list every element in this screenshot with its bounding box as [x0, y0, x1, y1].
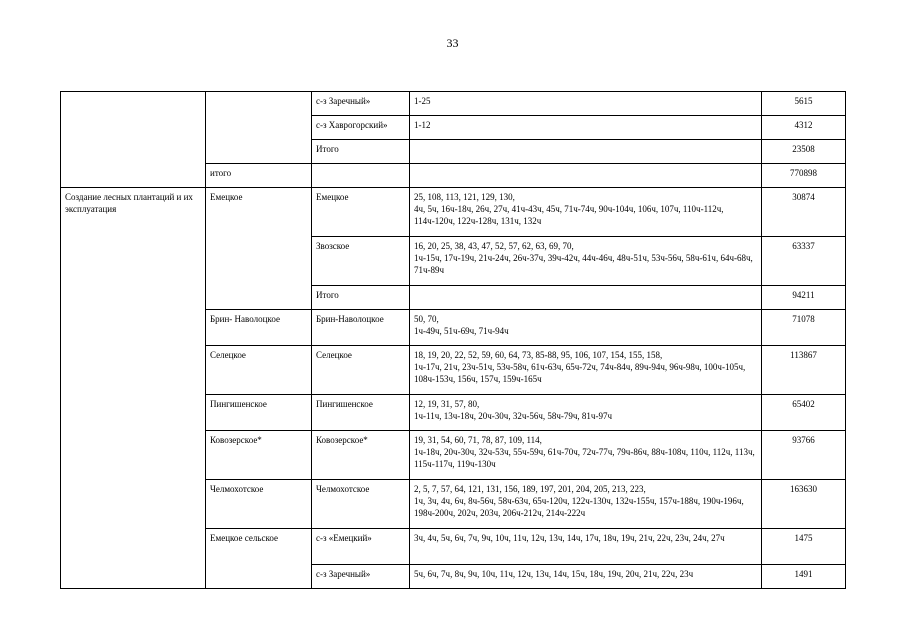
table-row	[61, 92, 846, 116]
volume-cell: 770898	[762, 164, 846, 188]
volume-cell: 65402	[762, 395, 846, 431]
volume-cell: 94211	[762, 286, 846, 310]
district-cell: Брин-Наволоцкое	[312, 310, 410, 346]
quarters-cell: 16, 20, 25, 38, 43, 47, 52, 57, 62, 63, 69, 70, 1ч-15ч, 17ч-19ч, 21ч-24ч, 26ч-37ч, 39ч-42ч, 44ч-46ч, 48ч-51ч, 53ч-56ч, 58ч-61ч, 64ч-68ч, 71ч-89ч	[410, 237, 762, 286]
volume-cell: 5615	[762, 92, 846, 116]
quarters-cell: 1-12	[410, 116, 762, 140]
forestry-cell: Челмохотское	[206, 480, 312, 529]
activity-cell	[61, 92, 206, 188]
activity-cell: Создание лесных плантаций и их эксплуатация	[61, 188, 206, 589]
volume-cell: 163630	[762, 480, 846, 529]
volume-cell: 4312	[762, 116, 846, 140]
quarters-cell: 50, 70, 1ч-49ч, 51ч-69ч, 71ч-94ч	[410, 310, 762, 346]
quarters-cell: 18, 19, 20, 22, 52, 59, 60, 64, 73, 85-88, 95, 106, 107, 154, 155, 158, 1ч-17ч, 21ч, 23ч-51ч, 53ч-58ч, 61ч-63ч, 65ч-72ч, 74ч-84ч, 89ч-94ч, 96ч-98ч, 100ч-105ч, 108ч-153ч, 156ч, 157ч, 159ч-165ч	[410, 346, 762, 395]
volume-cell: 1491	[762, 565, 846, 589]
district-cell: Итого	[312, 140, 410, 164]
volume-cell: 63337	[762, 237, 846, 286]
volume-cell: 1475	[762, 529, 846, 565]
district-cell: с-з «Емецкий»	[312, 529, 410, 565]
forestry-cell	[206, 92, 312, 164]
forestry-cell: Селецкое	[206, 346, 312, 395]
quarters-cell: 12, 19, 31, 57, 80, 1ч-11ч, 13ч-18ч, 20ч-30ч, 32ч-56ч, 58ч-79ч, 81ч-97ч	[410, 395, 762, 431]
forestry-cell: Емецкое сельское	[206, 529, 312, 589]
volume-cell: 93766	[762, 431, 846, 480]
table-row	[61, 188, 846, 237]
quarters-cell	[410, 164, 762, 188]
district-cell: с-з Заречный»	[312, 565, 410, 589]
quarters-cell	[410, 140, 762, 164]
volume-cell: 23508	[762, 140, 846, 164]
quarters-cell: 1-25	[410, 92, 762, 116]
district-cell: Емецкое	[312, 188, 410, 237]
district-cell: Звозское	[312, 237, 410, 286]
volume-cell: 71078	[762, 310, 846, 346]
allocation-table	[60, 91, 846, 589]
volume-cell: 113867	[762, 346, 846, 395]
page-number: 33	[446, 36, 459, 50]
quarters-cell: 5ч, 6ч, 7ч, 8ч, 9ч, 10ч, 11ч, 12ч, 13ч, 14ч, 15ч, 18ч, 19ч, 20ч, 21ч, 22ч, 23ч	[410, 565, 762, 589]
district-cell: с-з Хаврогорский»	[312, 116, 410, 140]
quarters-cell: 25, 108, 113, 121, 129, 130, 4ч, 5ч, 16ч-18ч, 26ч, 27ч, 41ч-43ч, 45ч, 71ч-74ч, 90ч-104ч, 106ч, 107ч, 110ч-112ч, 114ч-120ч, 122ч-128ч, 131ч, 132ч	[410, 188, 762, 237]
district-cell: Селецкое	[312, 346, 410, 395]
volume-cell: 30874	[762, 188, 846, 237]
district-cell: Челмохотское	[312, 480, 410, 529]
district-cell: Итого	[312, 286, 410, 310]
forestry-cell: Пингишенское	[206, 395, 312, 431]
quarters-cell: 3ч, 4ч, 5ч, 6ч, 7ч, 9ч, 10ч, 11ч, 12ч, 13ч, 14ч, 17ч, 18ч, 19ч, 21ч, 22ч, 23ч, 24ч, 27ч	[410, 529, 762, 565]
quarters-cell: 19, 31, 54, 60, 71, 78, 87, 109, 114, 1ч-18ч, 20ч-30ч, 32ч-53ч, 55ч-59ч, 61ч-70ч, 72ч-77ч, 79ч-86ч, 88ч-108ч, 110ч, 112ч, 113ч, 115ч-117ч, 119ч-130ч	[410, 431, 762, 480]
district-cell: с-з Заречный»	[312, 92, 410, 116]
quarters-cell	[410, 286, 762, 310]
forestry-cell: Брин- Наволоцкое	[206, 310, 312, 346]
district-cell: Пингишенское	[312, 395, 410, 431]
forestry-cell: итого	[206, 164, 312, 188]
district-cell	[312, 164, 410, 188]
forestry-cell: Ковозерское*	[206, 431, 312, 480]
district-cell: Ковозерское*	[312, 431, 410, 480]
forestry-cell: Емецкое	[206, 188, 312, 310]
quarters-cell: 2, 5, 7, 57, 64, 121, 131, 156, 189, 197, 201, 204, 205, 213, 223, 1ч, 3ч, 4ч, 6ч, 8ч-56ч, 58ч-63ч, 65ч-120ч, 122ч-130ч, 132ч-155ч, 157ч-188ч, 190ч-196ч, 198ч-200ч, 202ч, 203ч, 206ч-212ч, 214ч-222ч	[410, 480, 762, 529]
